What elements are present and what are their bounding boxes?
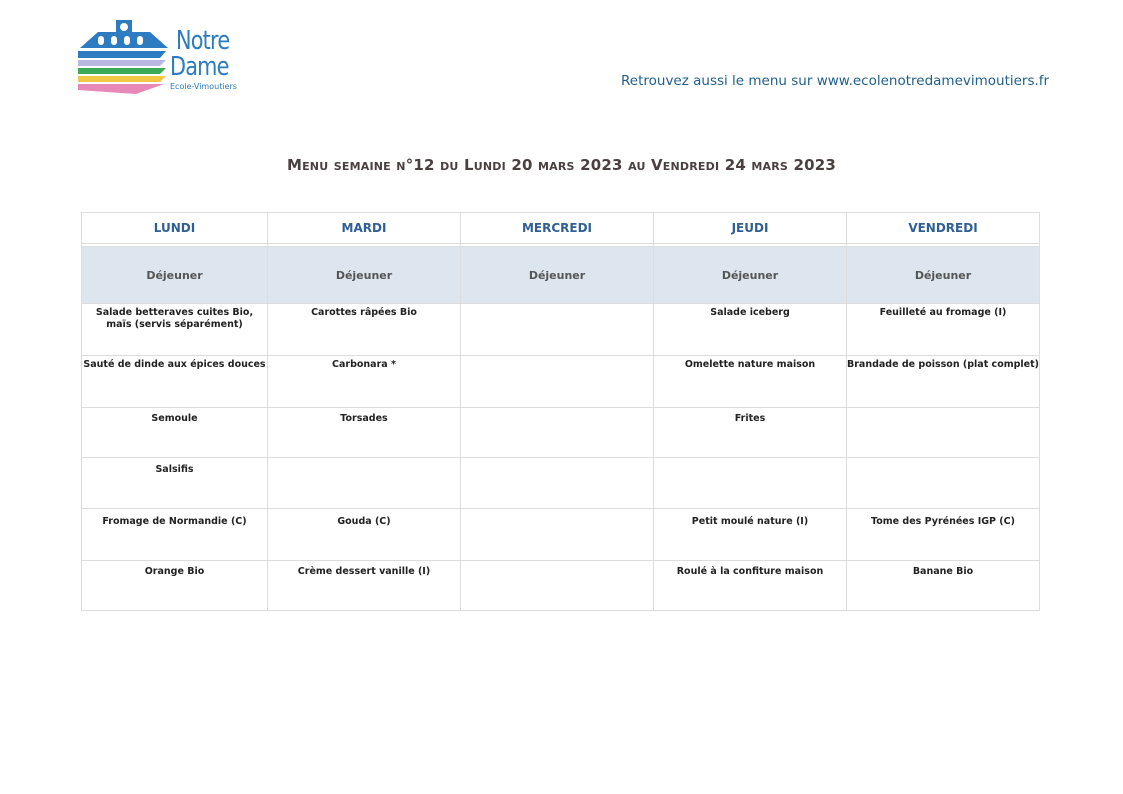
dish-cell: Carbonara * bbox=[268, 356, 461, 408]
meal-label-vendredi: Déjeuner bbox=[847, 247, 1040, 304]
website-note: Retrouvez aussi le menu sur www.ecolenotredamevimoutiers.fr bbox=[621, 73, 1050, 89]
meal-label-row bbox=[82, 247, 1040, 304]
school-logo bbox=[76, 16, 246, 98]
dish-cell: Semoule bbox=[82, 408, 268, 458]
menu-table bbox=[81, 212, 1040, 611]
meal-label-lundi: Déjeuner bbox=[82, 247, 268, 304]
dish-cell bbox=[847, 458, 1040, 509]
logo-name-line2: Dame bbox=[170, 52, 229, 82]
day-header-vendredi: VENDREDI bbox=[847, 213, 1040, 244]
logo-subtitle: Ecole-Vimoutiers bbox=[170, 82, 237, 91]
dish-cell: Orange Bio bbox=[82, 561, 268, 611]
dish-cell bbox=[461, 356, 654, 408]
page-title: Menu semaine n°12 du Lundi 20 mars 2023 au Vendredi 24 mars 2023 bbox=[286, 156, 837, 174]
dish-row-cheese bbox=[82, 509, 1040, 561]
dish-cell: Fromage de Normandie (C) bbox=[82, 509, 268, 561]
day-header-mercredi: MERCREDI bbox=[461, 213, 654, 244]
day-header-lundi: LUNDI bbox=[82, 213, 268, 244]
dish-cell: Omelette nature maison bbox=[654, 356, 847, 408]
dish-cell: Salade iceberg bbox=[654, 304, 847, 356]
dish-row-dessert bbox=[82, 561, 1040, 611]
dish-row-starter bbox=[82, 304, 1040, 356]
dish-cell: Frites bbox=[654, 408, 847, 458]
meal-label-mardi: Déjeuner bbox=[268, 247, 461, 304]
meal-label-mercredi: Déjeuner bbox=[461, 247, 654, 304]
dish-cell bbox=[461, 561, 654, 611]
dish-cell: Carottes râpées Bio bbox=[268, 304, 461, 356]
dish-cell: Feuilleté au fromage (I) bbox=[847, 304, 1040, 356]
dish-cell: Petit moulé nature (I) bbox=[654, 509, 847, 561]
dish-cell: Banane Bio bbox=[847, 561, 1040, 611]
dish-cell bbox=[654, 458, 847, 509]
school-building-icon bbox=[76, 16, 172, 98]
day-header-row bbox=[82, 213, 1040, 244]
logo-name-line1: Notre bbox=[176, 26, 230, 56]
dish-cell bbox=[461, 408, 654, 458]
dish-row-main bbox=[82, 356, 1040, 408]
dish-cell bbox=[461, 458, 654, 509]
day-header-jeudi: JEUDI bbox=[654, 213, 847, 244]
dish-cell: Crème dessert vanille (I) bbox=[268, 561, 461, 611]
dish-cell bbox=[268, 458, 461, 509]
day-header-mardi: MARDI bbox=[268, 213, 461, 244]
dish-cell: Salade betteraves cuites Bio, maïs (servis séparément) bbox=[82, 304, 268, 356]
meal-label-jeudi: Déjeuner bbox=[654, 247, 847, 304]
dish-cell bbox=[461, 509, 654, 561]
dish-cell: Brandade de poisson (plat complet) bbox=[847, 356, 1040, 408]
dish-row-side bbox=[82, 408, 1040, 458]
dish-cell: Salsifis bbox=[82, 458, 268, 509]
dish-cell bbox=[847, 408, 1040, 458]
dish-cell bbox=[461, 304, 654, 356]
dish-cell: Gouda (C) bbox=[268, 509, 461, 561]
dish-row-vegetable bbox=[82, 458, 1040, 509]
dish-cell: Roulé à la confiture maison bbox=[654, 561, 847, 611]
dish-cell: Sauté de dinde aux épices douces bbox=[82, 356, 268, 408]
dish-cell: Tome des Pyrénées IGP (C) bbox=[847, 509, 1040, 561]
dish-cell: Torsades bbox=[268, 408, 461, 458]
